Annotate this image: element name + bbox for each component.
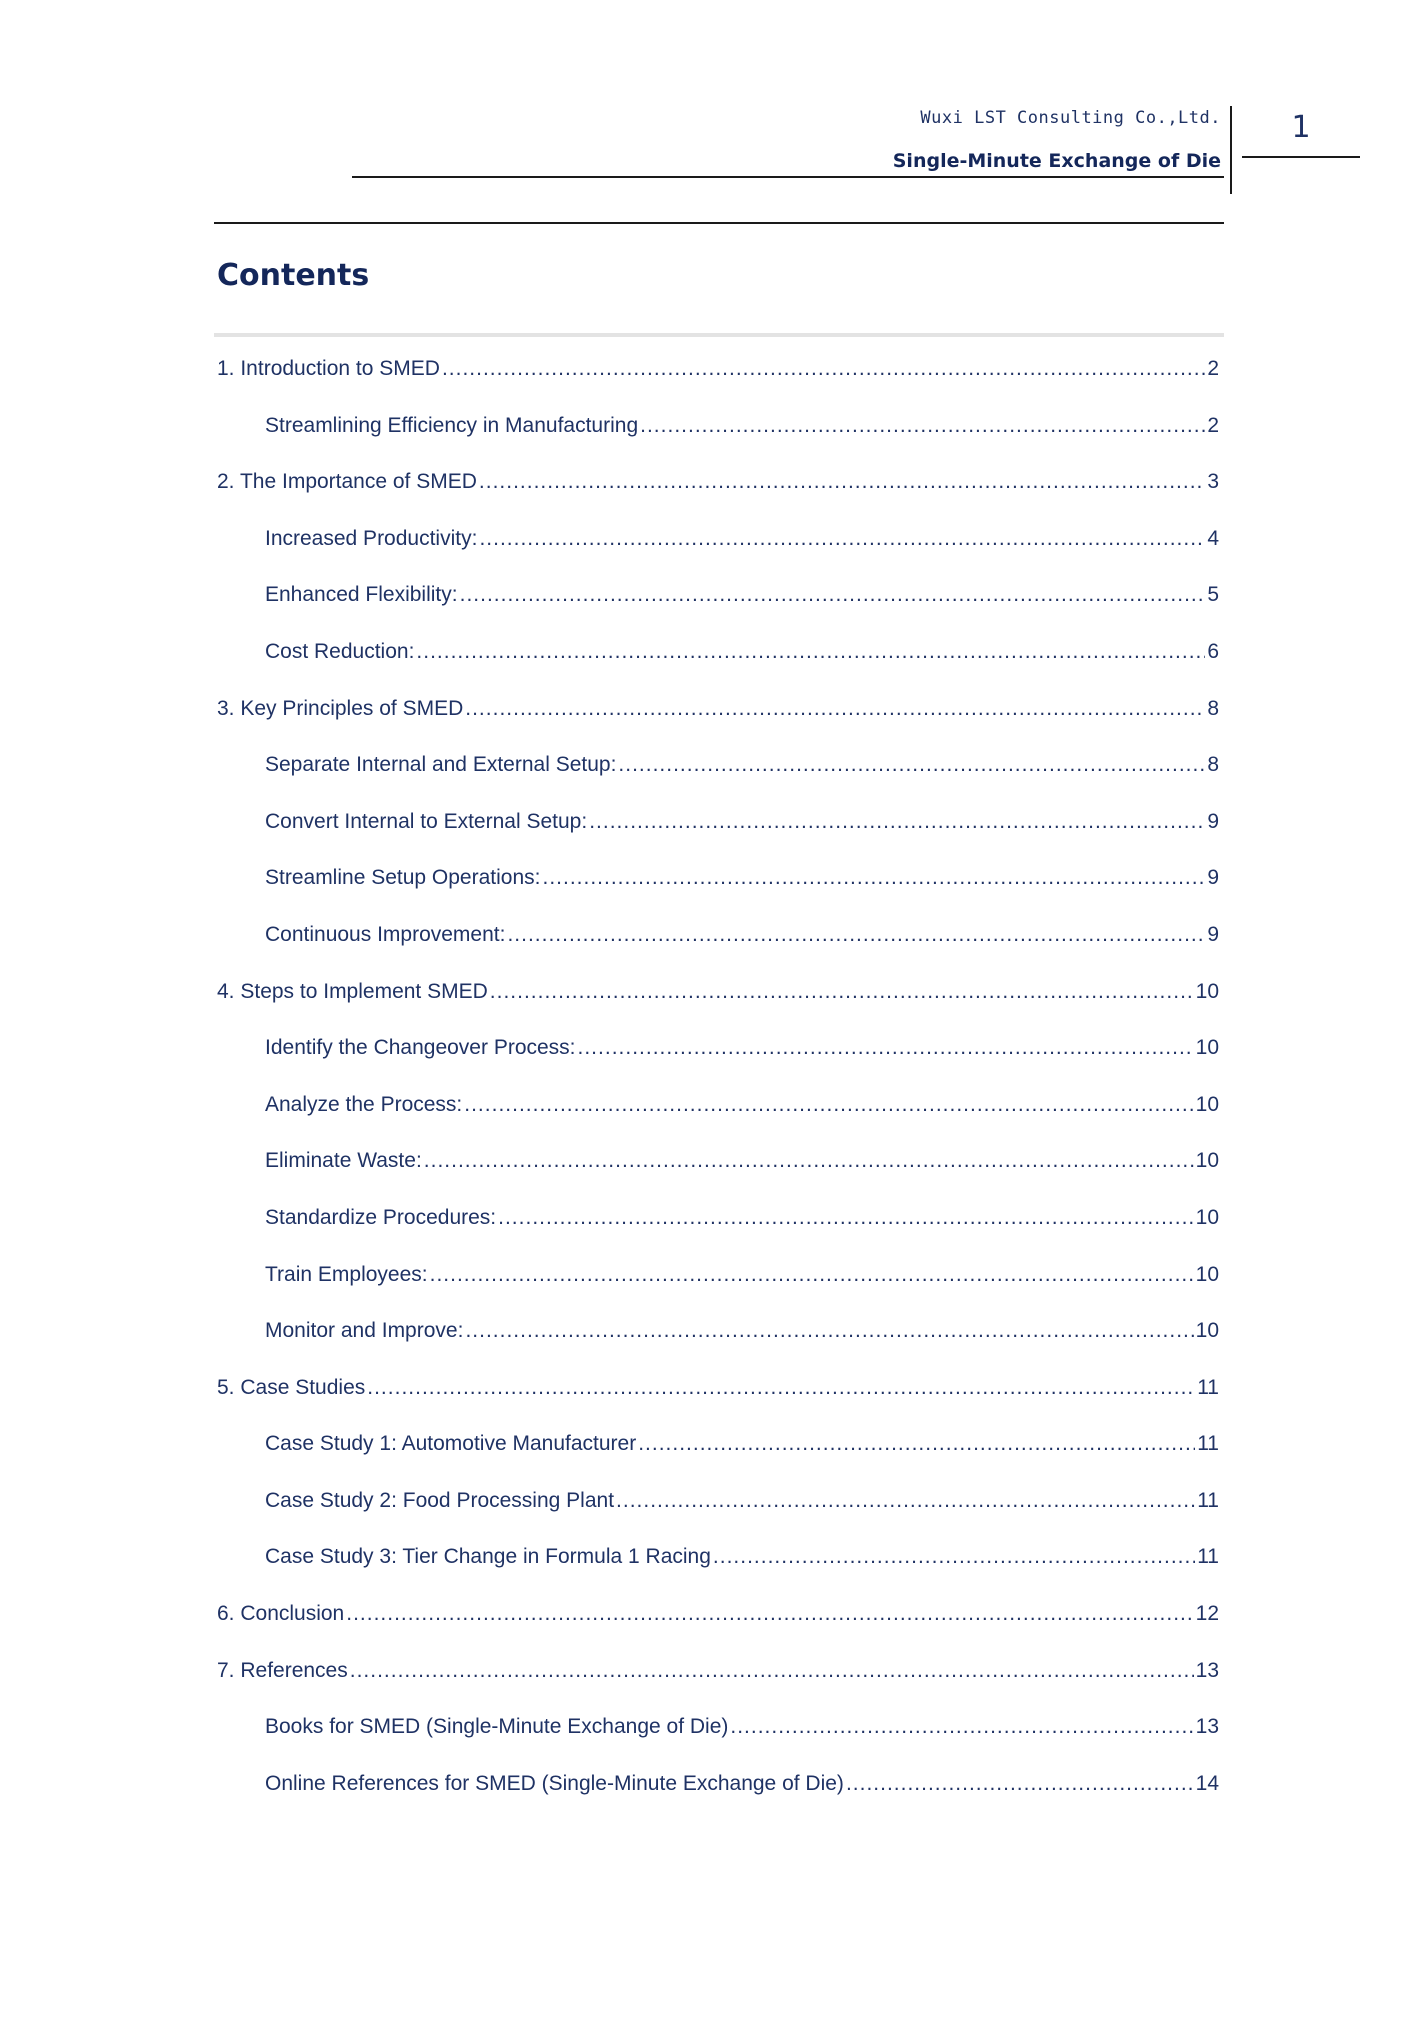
toc-entry-title: 3. Key Principles of SMED [217,696,464,720]
page-number-rule [1242,156,1360,158]
toc-dot-leader [460,583,1206,607]
toc-dot-leader [346,1602,1193,1626]
toc-entry[interactable] [217,1263,1219,1320]
toc-dot-leader [616,1489,1195,1513]
toc-dot-leader [367,1376,1195,1400]
toc-entry-page: 9 [1207,809,1219,833]
toc-dot-leader [424,1149,1194,1173]
toc-dot-leader [465,1319,1193,1343]
toc-entry-page: 11 [1197,1432,1219,1456]
toc-entry-title: Cost Reduction: [265,639,415,663]
toc-entry[interactable] [217,470,1219,527]
toc-entry-page: 6 [1207,639,1219,663]
toc-dot-leader [498,1206,1194,1230]
toc-entry[interactable] [217,1319,1219,1376]
toc-dot-leader [713,1545,1195,1569]
toc-entry[interactable] [217,1772,1219,1829]
toc-entry-title: Books for SMED (Single-Minute Exchange of Die) [265,1715,729,1739]
toc-dot-leader [578,1036,1194,1060]
toc-entry-page: 12 [1195,1602,1219,1626]
toc-entry-page: 11 [1197,1375,1219,1399]
toc-entry[interactable] [217,357,1219,414]
toc-entry[interactable] [217,527,1219,584]
toc-dot-leader [442,357,1205,381]
toc-dot-leader [479,527,1205,551]
contents-top-rule [214,222,1224,224]
toc-entry-title: Case Study 3: Tier Change in Formula 1 Racing [265,1545,711,1569]
toc-entry-title: Enhanced Flexibility: [265,583,458,607]
toc-dot-leader [638,1432,1195,1456]
toc-entry-page: 4 [1207,526,1219,550]
toc-entry[interactable] [217,1659,1219,1716]
table-of-contents [217,357,1219,1828]
toc-entry[interactable] [217,583,1219,640]
toc-entry-page: 11 [1197,1545,1219,1569]
toc-dot-leader [490,980,1194,1004]
toc-entry[interactable] [217,1376,1219,1433]
toc-dot-leader [542,866,1205,890]
toc-entry[interactable] [217,980,1219,1037]
toc-entry[interactable] [217,1489,1219,1546]
toc-entry[interactable] [217,1545,1219,1602]
toc-entry-title: Monitor and Improve: [265,1319,464,1343]
toc-entry-page: 3 [1207,470,1219,494]
toc-entry-title: Convert Internal to External Setup: [265,809,588,833]
toc-entry-title: 1. Introduction to SMED [217,357,440,380]
toc-entry-page: 10 [1195,979,1219,1003]
toc-dot-leader [846,1772,1194,1796]
toc-entry-title: Increased Productivity: [265,526,478,550]
toc-entry[interactable] [217,753,1219,810]
toc-entry-page: 10 [1195,1319,1219,1343]
toc-entry-title: Identify the Changeover Process: [265,1036,576,1060]
toc-entry-page: 10 [1195,1036,1219,1060]
toc-dot-leader [640,414,1205,438]
toc-entry-page: 14 [1195,1771,1219,1795]
toc-entry-title: Case Study 2: Food Processing Plant [265,1488,615,1512]
toc-dot-leader [589,810,1205,834]
header-rule [352,176,1224,178]
toc-entry[interactable] [217,923,1219,980]
toc-entry-title: 5. Case Studies [217,1375,366,1399]
toc-entry-page: 5 [1207,583,1219,607]
toc-entry-page: 13 [1195,1658,1219,1682]
toc-entry-title: 6. Conclusion [217,1602,345,1626]
toc-entry-title: Separate Internal and External Setup: [265,753,617,777]
toc-dot-leader [465,697,1205,721]
toc-dot-leader [350,1659,1194,1683]
toc-entry-title: Streamlining Efficiency in Manufacturing [265,413,639,437]
toc-dot-leader [416,640,1205,664]
toc-entry-title: Online References for SMED (Single-Minute Exchange of Die) [265,1771,844,1795]
document-title: Single-Minute Exchange of Die [892,150,1221,172]
toc-entry-title: 7. References [217,1658,348,1682]
toc-dot-leader [507,923,1205,947]
toc-entry-page: 8 [1207,696,1219,720]
toc-entry[interactable] [217,1093,1219,1150]
toc-entry-title: Standardize Procedures: [265,1205,497,1229]
toc-entry[interactable] [217,697,1219,754]
toc-entry-page: 9 [1207,866,1219,890]
toc-entry[interactable] [217,414,1219,471]
toc-entry-page: 13 [1195,1715,1219,1739]
toc-entry-title: 2. The Importance of SMED [217,470,477,494]
toc-entry-title: Eliminate Waste: [265,1149,422,1173]
toc-entry-page: 10 [1195,1205,1219,1229]
toc-entry-page: 10 [1195,1092,1219,1116]
toc-entry-title: Train Employees: [265,1262,428,1286]
toc-entry-title: Streamline Setup Operations: [265,866,541,890]
toc-entry-title: Continuous Improvement: [265,922,506,946]
toc-dot-leader [464,1093,1193,1117]
toc-entry-page: 8 [1207,753,1219,777]
toc-dot-leader [430,1263,1194,1287]
toc-entry[interactable] [217,810,1219,867]
toc-entry-page: 11 [1197,1488,1219,1512]
toc-entry-title: Analyze the Process: [265,1092,463,1116]
toc-entry[interactable] [217,1715,1219,1772]
toc-entry[interactable] [217,1602,1219,1659]
toc-entry-page: 9 [1207,922,1219,946]
toc-entry-page: 2 [1207,357,1219,380]
toc-entry-page: 2 [1207,413,1219,437]
header-divider [1230,106,1232,194]
toc-dot-leader [730,1715,1193,1739]
contents-heading-rule [214,333,1224,337]
toc-entry[interactable] [217,1206,1219,1263]
company-name: Wuxi LST Consulting Co.,Ltd. [920,108,1221,128]
toc-entry-title: 4. Steps to Implement SMED [217,979,488,1003]
toc-entry[interactable] [217,1432,1219,1489]
toc-entry-page: 10 [1195,1149,1219,1173]
toc-dot-leader [479,470,1205,494]
toc-entry-page: 10 [1195,1262,1219,1286]
toc-entry[interactable] [217,866,1219,923]
toc-entry[interactable] [217,1149,1219,1206]
toc-entry-title: Case Study 1: Automotive Manufacturer [265,1432,637,1456]
toc-dot-leader [618,753,1205,777]
toc-entry[interactable] [217,1036,1219,1093]
contents-heading: Contents [217,258,370,293]
page-number: 1 [1291,110,1311,145]
toc-entry[interactable] [217,640,1219,697]
